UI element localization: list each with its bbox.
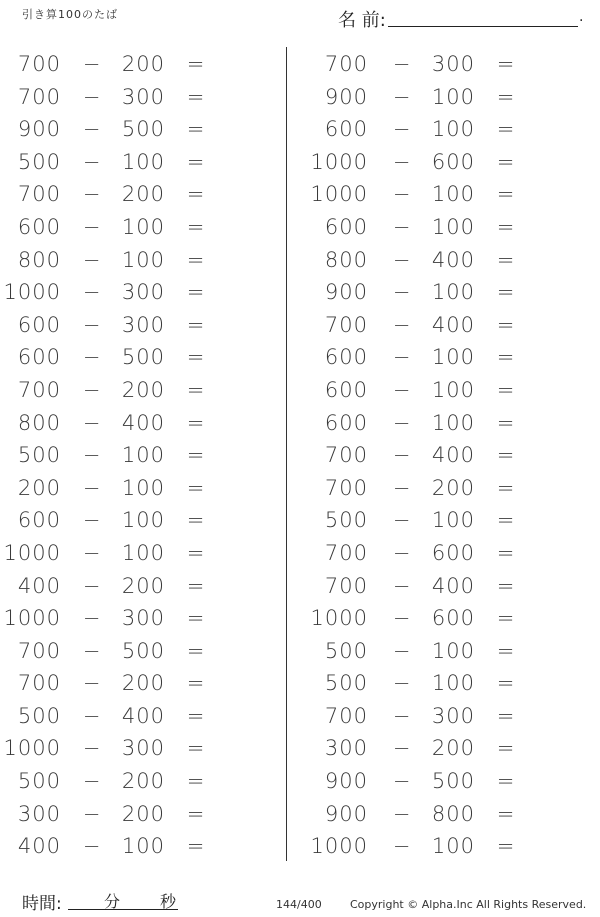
problem-row	[0, 177, 260, 210]
minus-sign: −	[82, 573, 102, 598]
column-divider	[286, 47, 287, 861]
minuend: 500	[17, 443, 61, 468]
problem-row	[310, 634, 570, 667]
problem-row	[0, 47, 260, 80]
equals-sign: =	[186, 149, 206, 174]
subtrahend: 200	[121, 52, 165, 76]
minus-sign: −	[392, 182, 412, 207]
minus-sign: −	[82, 671, 102, 696]
subtrahend: 100	[431, 214, 475, 239]
minuend: 500	[324, 638, 368, 663]
equals-sign: =	[186, 312, 206, 337]
minuend: 600	[17, 312, 61, 337]
problem-row	[0, 536, 260, 569]
problem-row	[310, 503, 570, 536]
problem-row	[310, 471, 570, 504]
equals-sign: =	[496, 52, 516, 76]
minus-sign: −	[82, 540, 102, 565]
minuend: 400	[17, 573, 61, 598]
subtrahend: 600	[431, 606, 475, 631]
subtrahend: 300	[121, 606, 165, 631]
equals-sign: =	[496, 149, 516, 174]
subtrahend: 300	[121, 280, 165, 305]
subtrahend: 400	[121, 410, 165, 435]
minus-sign: −	[82, 214, 102, 239]
minus-sign: −	[82, 312, 102, 337]
subtrahend: 400	[431, 573, 475, 598]
problem-row	[0, 438, 260, 471]
equals-sign: =	[496, 573, 516, 598]
equals-sign: =	[186, 540, 206, 565]
equals-sign: =	[496, 508, 516, 533]
subtrahend: 200	[431, 736, 475, 761]
minuend: 900	[324, 84, 368, 109]
problem-row	[0, 340, 260, 373]
time-label: 時間:	[22, 894, 62, 914]
subtrahend: 300	[121, 84, 165, 109]
minuend: 900	[324, 280, 368, 305]
subtrahend: 200	[121, 801, 165, 826]
subtrahend: 100	[431, 410, 475, 435]
minus-sign: −	[392, 801, 412, 826]
equals-sign: =	[186, 117, 206, 142]
subtrahend: 200	[431, 475, 475, 500]
minuend: 600	[17, 508, 61, 533]
minuend: 600	[17, 214, 61, 239]
equals-sign: =	[496, 443, 516, 468]
equals-sign: =	[496, 703, 516, 728]
problem-row	[0, 797, 260, 830]
minuend: 700	[17, 84, 61, 109]
subtrahend: 500	[431, 769, 475, 794]
subtrahend: 100	[121, 508, 165, 533]
subtrahend: 400	[431, 443, 475, 468]
minuend: 700	[324, 312, 368, 337]
minuend: 700	[17, 671, 61, 696]
equals-sign: =	[496, 377, 516, 402]
subtrahend: 200	[121, 769, 165, 794]
subtrahend: 800	[431, 801, 475, 826]
subtrahend: 100	[121, 834, 165, 859]
minus-sign: −	[392, 540, 412, 565]
problem-row	[310, 601, 570, 634]
minus-sign: −	[82, 703, 102, 728]
minuend: 500	[17, 149, 61, 174]
equals-sign: =	[186, 443, 206, 468]
problem-row	[0, 634, 260, 667]
equals-sign: =	[186, 182, 206, 207]
subtrahend: 300	[431, 52, 475, 76]
equals-sign: =	[186, 280, 206, 305]
equals-sign: =	[186, 606, 206, 631]
subtrahend: 100	[121, 247, 165, 272]
minus-sign: −	[82, 443, 102, 468]
problem-row	[310, 764, 570, 797]
problem-row	[310, 731, 570, 764]
problem-row	[0, 471, 260, 504]
equals-sign: =	[186, 703, 206, 728]
minuend: 500	[17, 703, 61, 728]
minus-sign: −	[392, 247, 412, 272]
right-problem-column	[310, 47, 570, 862]
problem-row	[0, 145, 260, 178]
problem-row	[0, 308, 260, 341]
subtrahend: 100	[431, 345, 475, 370]
name-label: 名 前:	[338, 10, 386, 31]
subtrahend: 100	[431, 84, 475, 109]
minuend: 1000	[310, 182, 368, 207]
minuend: 700	[324, 703, 368, 728]
equals-sign: =	[186, 52, 206, 76]
minus-sign: −	[392, 508, 412, 533]
minus-sign: −	[82, 475, 102, 500]
problem-row	[310, 797, 570, 830]
minus-sign: −	[82, 638, 102, 663]
equals-sign: =	[496, 84, 516, 109]
subtrahend: 500	[121, 638, 165, 663]
minuend: 500	[17, 769, 61, 794]
minus-sign: −	[392, 736, 412, 761]
problem-row	[310, 569, 570, 602]
equals-sign: =	[186, 214, 206, 239]
problem-row	[310, 406, 570, 439]
minuend: 800	[324, 247, 368, 272]
minus-sign: −	[392, 345, 412, 370]
copyright-notice: Copyright © Alpha.Inc All Rights Reserved.	[350, 898, 587, 911]
equals-sign: =	[186, 84, 206, 109]
name-field	[338, 6, 583, 30]
minuend: 300	[17, 801, 61, 826]
minus-sign: −	[82, 182, 102, 207]
problem-row	[0, 829, 260, 862]
minuend: 1000	[310, 834, 368, 859]
subtrahend: 300	[431, 703, 475, 728]
subtrahend: 600	[431, 540, 475, 565]
problem-row	[0, 699, 260, 732]
problem-row	[0, 210, 260, 243]
minuend: 700	[324, 443, 368, 468]
problem-row	[310, 699, 570, 732]
problem-row	[310, 438, 570, 471]
equals-sign: =	[496, 280, 516, 305]
subtrahend: 200	[121, 182, 165, 207]
subtrahend: 100	[431, 280, 475, 305]
equals-sign: =	[186, 801, 206, 826]
problem-row	[0, 406, 260, 439]
seconds-label: 秒	[160, 892, 177, 911]
problem-row	[310, 536, 570, 569]
problem-row	[310, 80, 570, 113]
minuend: 500	[324, 671, 368, 696]
minuend: 400	[17, 834, 61, 859]
subtrahend: 100	[431, 671, 475, 696]
equals-sign: =	[496, 736, 516, 761]
minuend: 300	[324, 736, 368, 761]
subtrahend: 200	[121, 671, 165, 696]
problem-row	[0, 601, 260, 634]
problem-row	[0, 503, 260, 536]
minus-sign: −	[392, 214, 412, 239]
minuend: 1000	[310, 149, 368, 174]
minus-sign: −	[392, 312, 412, 337]
minus-sign: −	[392, 573, 412, 598]
minus-sign: −	[82, 247, 102, 272]
subtrahend: 600	[431, 149, 475, 174]
equals-sign: =	[496, 801, 516, 826]
minuend: 900	[17, 117, 61, 142]
subtrahend: 100	[431, 834, 475, 859]
subtrahend: 500	[121, 345, 165, 370]
equals-sign: =	[186, 736, 206, 761]
problem-row	[310, 829, 570, 862]
minus-sign: −	[82, 606, 102, 631]
minus-sign: −	[82, 801, 102, 826]
equals-sign: =	[496, 671, 516, 696]
problem-row	[0, 373, 260, 406]
problem-row	[0, 731, 260, 764]
problem-row	[310, 666, 570, 699]
problem-row	[310, 177, 570, 210]
minuend: 1000	[310, 606, 368, 631]
minuend: 500	[324, 508, 368, 533]
subtrahend: 100	[431, 508, 475, 533]
minus-sign: −	[392, 834, 412, 859]
minuend: 700	[17, 182, 61, 207]
minuend: 600	[17, 345, 61, 370]
equals-sign: =	[496, 182, 516, 207]
subtrahend: 500	[121, 117, 165, 142]
minus-sign: −	[82, 280, 102, 305]
problem-row	[310, 145, 570, 178]
minuend: 900	[324, 801, 368, 826]
left-problem-column	[0, 47, 260, 862]
problem-row	[0, 275, 260, 308]
name-dot: .	[579, 9, 584, 25]
equals-sign: =	[186, 638, 206, 663]
minus-sign: −	[82, 736, 102, 761]
minus-sign: −	[82, 769, 102, 794]
minus-sign: −	[392, 377, 412, 402]
problem-row	[310, 308, 570, 341]
minus-sign: −	[392, 117, 412, 142]
minuend: 700	[17, 638, 61, 663]
problem-row	[0, 80, 260, 113]
subtrahend: 100	[431, 117, 475, 142]
minus-sign: −	[392, 149, 412, 174]
page-number: 144/400	[276, 898, 322, 911]
equals-sign: =	[496, 117, 516, 142]
problem-row	[0, 243, 260, 276]
subtrahend: 400	[431, 312, 475, 337]
minuend: 800	[17, 410, 61, 435]
problem-row	[310, 373, 570, 406]
minuend: 700	[324, 540, 368, 565]
equals-sign: =	[186, 345, 206, 370]
minuend: 700	[324, 573, 368, 598]
subtrahend: 100	[431, 377, 475, 402]
minus-sign: −	[392, 84, 412, 109]
equals-sign: =	[186, 769, 206, 794]
equals-sign: =	[496, 769, 516, 794]
subtrahend: 100	[431, 638, 475, 663]
worksheet-title: 引き算100のたば	[22, 8, 118, 21]
equals-sign: =	[496, 247, 516, 272]
minuend: 700	[324, 475, 368, 500]
problem-row	[310, 340, 570, 373]
minus-sign: −	[392, 475, 412, 500]
minus-sign: −	[392, 703, 412, 728]
problem-row	[0, 569, 260, 602]
minuend: 1000	[3, 540, 61, 565]
minuend: 900	[324, 769, 368, 794]
minuend: 600	[324, 410, 368, 435]
minuend: 1000	[3, 606, 61, 631]
minus-sign: −	[392, 443, 412, 468]
equals-sign: =	[186, 508, 206, 533]
subtrahend: 300	[121, 736, 165, 761]
minuend: 700	[324, 52, 368, 76]
minuend: 700	[17, 377, 61, 402]
minus-sign: −	[82, 345, 102, 370]
problem-row	[0, 112, 260, 145]
minuend: 600	[324, 117, 368, 142]
minus-sign: −	[82, 377, 102, 402]
minuend: 1000	[3, 280, 61, 305]
problem-row	[310, 210, 570, 243]
subtrahend: 100	[121, 149, 165, 174]
equals-sign: =	[496, 540, 516, 565]
minus-sign: −	[82, 834, 102, 859]
equals-sign: =	[186, 410, 206, 435]
subtrahend: 100	[431, 182, 475, 207]
subtrahend: 400	[431, 247, 475, 272]
equals-sign: =	[496, 606, 516, 631]
equals-sign: =	[186, 671, 206, 696]
minus-sign: −	[392, 638, 412, 663]
minuend: 1000	[3, 736, 61, 761]
minus-sign: −	[392, 769, 412, 794]
minuend: 200	[17, 475, 61, 500]
minus-sign: −	[82, 508, 102, 533]
equals-sign: =	[186, 475, 206, 500]
subtrahend: 100	[121, 540, 165, 565]
minuend: 700	[17, 52, 61, 76]
minuend: 600	[324, 345, 368, 370]
subtrahend: 100	[121, 443, 165, 468]
subtrahend: 100	[121, 214, 165, 239]
problem-row	[0, 666, 260, 699]
problem-row	[310, 47, 570, 80]
subtrahend: 200	[121, 377, 165, 402]
equals-sign: =	[496, 214, 516, 239]
minus-sign: −	[82, 117, 102, 142]
minus-sign: −	[392, 410, 412, 435]
equals-sign: =	[186, 377, 206, 402]
minuend: 800	[17, 247, 61, 272]
minuend: 600	[324, 214, 368, 239]
name-underline[interactable]	[388, 26, 578, 27]
minus-sign: −	[392, 280, 412, 305]
equals-sign: =	[186, 247, 206, 272]
equals-sign: =	[496, 834, 516, 859]
problem-row	[310, 112, 570, 145]
problem-row	[310, 243, 570, 276]
minus-sign: −	[392, 671, 412, 696]
minus-sign: −	[392, 606, 412, 631]
minus-sign: −	[82, 84, 102, 109]
minus-sign: −	[392, 52, 412, 76]
equals-sign: =	[496, 475, 516, 500]
minus-sign: −	[82, 52, 102, 76]
minus-sign: −	[82, 410, 102, 435]
problem-row	[310, 275, 570, 308]
minus-sign: −	[82, 149, 102, 174]
equals-sign: =	[496, 312, 516, 337]
equals-sign: =	[496, 638, 516, 663]
subtrahend: 300	[121, 312, 165, 337]
subtrahend: 400	[121, 703, 165, 728]
equals-sign: =	[496, 410, 516, 435]
equals-sign: =	[186, 573, 206, 598]
equals-sign: =	[186, 834, 206, 859]
equals-sign: =	[496, 345, 516, 370]
minutes-label: 分	[104, 892, 121, 911]
minuend: 600	[324, 377, 368, 402]
subtrahend: 100	[121, 475, 165, 500]
problem-row	[0, 764, 260, 797]
subtrahend: 200	[121, 573, 165, 598]
